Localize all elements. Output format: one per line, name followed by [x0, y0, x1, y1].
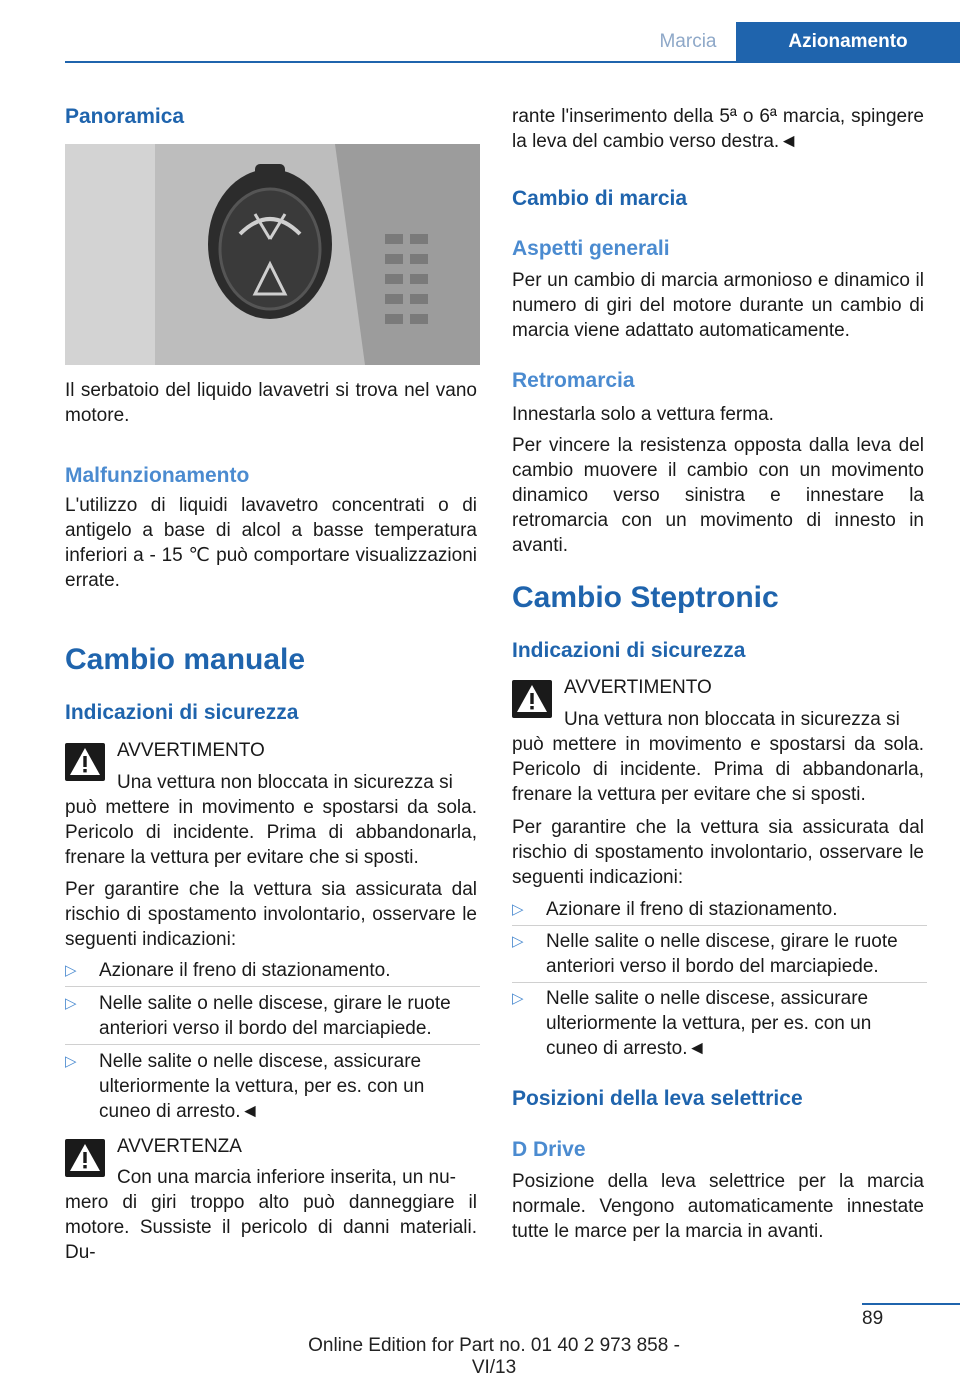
safety-paragraph: Per garantire che la vettura sia assicurata dal rischio di spostamento involontario, osservare le seguenti indicazioni:: [65, 879, 477, 950]
heading-steptronic: Cambio Steptronic: [512, 581, 779, 614]
bullet-marker: ▷: [512, 933, 524, 950]
continued-text: rante l'inserimento della 5ª o 6ª marcia, spingere la leva del cambio verso destra.◄: [512, 106, 924, 152]
bullet-marker: ▷: [512, 901, 524, 918]
page-number-rule: [862, 1303, 960, 1305]
warning-text-first: Una vettura non bloccata in sicurezza si: [564, 709, 900, 730]
page-number: 89: [862, 1308, 884, 1329]
header-chapter-tab[interactable]: Azionamento: [736, 22, 960, 63]
list-divider: [65, 986, 480, 987]
heading-selector-positions: Posizioni della leva selettrice: [512, 1087, 803, 1110]
reverse-text-1: Innestarla solo a vettura ferma.: [512, 404, 774, 425]
warning-icon: [65, 1139, 105, 1177]
bullet-marker: ▷: [512, 990, 524, 1007]
reverse-text-2: Per vincere la resistenza opposta dalla leva del cambio muovere il cambio con un movimento dinamico verso sinistra e innestare la retromarcia con un movimento di innesto in avanti.: [512, 435, 924, 556]
drive-text: Posizione della leva selettrice per la marcia normale. Vengono automaticamente innestate tutte le marce per la marcia in avanti.: [512, 1171, 924, 1242]
list-item-text: Nelle salite o nelle discese, assicurare ulteriormente la vettura, per es. con un cuneo di arresto.◄: [546, 988, 872, 1059]
header-rule: [65, 61, 960, 63]
safety-paragraph: Per garantire che la vettura sia assicurata dal rischio di spostamento involontario, osservare le seguenti indicazioni:: [512, 817, 924, 888]
heading-drive: D Drive: [512, 1138, 586, 1161]
list-divider: [512, 925, 927, 926]
list-item-text: Nelle salite o nelle discese, girare le ruote anteriori verso il bordo del marciapiede.: [99, 993, 451, 1039]
heading-reverse: Retromarcia: [512, 369, 635, 392]
list-item-text: Nelle salite o nelle discese, assicurare ulteriormente la vettura, per es. con un cuneo di arresto.◄: [99, 1051, 425, 1122]
heading-general: Aspetti generali: [512, 237, 670, 260]
photo-caption: Il serbatoio del liquido lavavetri si trova nel vano motore.: [65, 380, 477, 426]
heading-safety-right: Indicazioni di sicurezza: [512, 639, 746, 662]
notice-text-first: Con una marcia inferiore inserita, un nu-: [117, 1167, 457, 1188]
warning-text-first: Una vettura non bloccata in sicurezza si: [117, 772, 453, 793]
list-item-text: Nelle salite o nelle discese, girare le ruote anteriori verso il bordo del marciapiede.: [546, 931, 898, 977]
general-text: Per un cambio di marcia armonioso e dinamico il numero di giri del motore durante un cambio di marcia viene adattato automaticamente.: [512, 270, 924, 341]
bullet-marker: ▷: [65, 962, 77, 979]
warning-icon: [65, 743, 105, 781]
notice-text: mero di giri troppo alto può danneggiare il motore. Sussiste il pericolo di danni materiali. Du-: [65, 1192, 477, 1263]
notice-title: AVVERTENZA: [117, 1136, 242, 1157]
warning-text: può mettere in movimento e spostarsi da sola. Pericolo di incidente. Prima di abbandonarla, frenare la vettura per evitare che si sposti.: [65, 797, 477, 868]
heading-overview: Panoramica: [65, 105, 185, 128]
heading-gear-shift: Cambio di marcia: [512, 187, 688, 210]
washer-fluid-cap-photo: [65, 144, 480, 365]
bullet-marker: ▷: [65, 995, 77, 1012]
list-item-text: Azionare il freno di stazionamento.: [546, 899, 838, 920]
bullet-marker: ▷: [65, 1053, 77, 1070]
warning-text: può mettere in movimento e spostarsi da sola. Pericolo di incidente. Prima di abbandonarla, frenare la vettura per evitare che si sposti.: [512, 734, 924, 805]
list-item-text: Azionare il freno di stazionamento.: [99, 960, 391, 981]
warning-icon: [512, 680, 552, 718]
header-section-tab[interactable]: Marcia: [659, 31, 717, 52]
heading-manual-transmission: Cambio manuale: [65, 643, 306, 676]
footer-edition: Online Edition for Part no. 01 40 2 973 858 - VI/13: [308, 1335, 680, 1378]
washer-reservoir-image: [65, 144, 480, 365]
heading-malfunction: Malfunzionamento: [65, 464, 250, 487]
list-divider: [65, 1044, 480, 1045]
warning-title: AVVERTIMENTO: [564, 677, 712, 698]
list-divider: [512, 982, 927, 983]
malfunction-text: L'utilizzo di liquidi lavavetro concentrati o di antigelo a base di alcol a basse temperatura inferiori a - 15 ℃ può comportare visualizzazioni errate.: [65, 495, 477, 591]
warning-title: AVVERTIMENTO: [117, 740, 265, 761]
heading-safety-left: Indicazioni di sicurezza: [65, 701, 299, 724]
